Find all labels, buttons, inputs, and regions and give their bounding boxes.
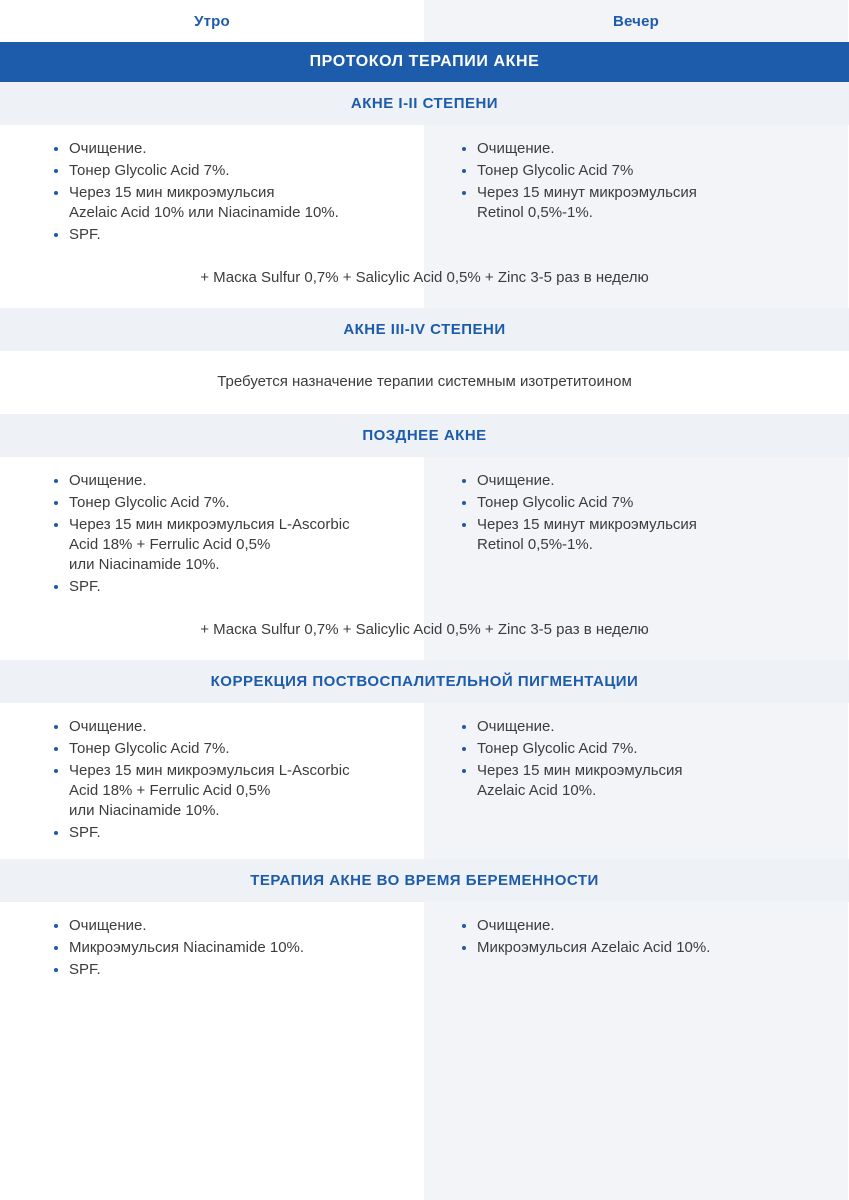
section-body-late-acne (0, 457, 849, 603)
list-item: SPF. (52, 577, 394, 597)
section-heading-late-acne: ПОЗДНЕЕ АКНЕ (0, 414, 849, 457)
list-item: Очищение. (460, 916, 828, 936)
section-body-pigmentation (0, 703, 849, 849)
list-item: Тонер Glycolic Acid 7%. (52, 739, 394, 759)
list-item-continuation: или Niacinamide 10%. (69, 556, 220, 573)
list-item-continuation: Azelaic Acid 10%. (477, 782, 597, 799)
list-item: Очищение. (52, 139, 394, 159)
list-item-continuation: Retinol 0,5%-1%. (477, 536, 593, 553)
list-item-continuation: Acid 18% + Ferrulic Acid 0,5% (69, 782, 271, 799)
list-item: SPF. (52, 960, 394, 980)
morning-list-pregnancy (0, 902, 424, 986)
list-item: Очищение. (460, 139, 828, 159)
list-item: Через 15 минут микроэмульсия (460, 515, 828, 535)
list-item-continuation: Azelaic Acid 10% или Niacinamide 10%. (69, 204, 339, 221)
list-item: Очищение. (460, 471, 828, 491)
section-body-acne-1-2 (0, 125, 849, 251)
spacer (0, 849, 849, 859)
evening-list-late-acne (424, 457, 848, 561)
section-note-late-acne: + Маска Sulfur 0,7% + Salicylic Acid 0,5% + Zinc 3-5 раз в неделю (200, 621, 649, 638)
evening-list-acne-1-2 (424, 125, 848, 229)
evening-list-pigmentation (424, 703, 848, 807)
section-note-acne-3-4: Требуется назначение терапии системным изотретитоином (0, 351, 849, 414)
evening-list-pregnancy (424, 902, 848, 964)
list-item: Очищение. (52, 916, 394, 936)
section-note-acne-1-2: + Маска Sulfur 0,7% + Salicylic Acid 0,5% + Zinc 3-5 раз в неделю (200, 269, 649, 286)
list-item: Очищение. (460, 717, 828, 737)
bottom-filler (0, 986, 849, 1186)
list-item: Микроэмульсия Niacinamide 10%. (52, 938, 394, 958)
morning-list-pigmentation (0, 703, 424, 849)
list-item: Тонер Glycolic Acid 7%. (460, 739, 828, 759)
list-item: Через 15 мин микроэмульсия (460, 761, 828, 781)
list-item: SPF. (52, 225, 394, 245)
list-item: Через 15 минут микроэмульсия (460, 183, 828, 203)
page-title: ПРОТОКОЛ ТЕРАПИИ АКНЕ (0, 42, 849, 82)
list-item-continuation: Retinol 0,5%-1%. (477, 204, 593, 221)
list-item: Через 15 мин микроэмульсия L-Ascorbic (52, 761, 394, 781)
list-item: Тонер Glycolic Acid 7%. (52, 493, 394, 513)
column-headers (0, 0, 849, 42)
morning-list-late-acne (0, 457, 424, 603)
morning-list-acne-1-2 (0, 125, 424, 251)
list-item: Очищение. (52, 717, 394, 737)
list-item: Тонер Glycolic Acid 7% (460, 161, 828, 181)
section-heading-acne-3-4: АКНЕ III-IV СТЕПЕНИ (0, 308, 849, 351)
list-item: Микроэмульсия Azelaic Acid 10%. (460, 938, 828, 958)
list-item: Через 15 мин микроэмульсия (52, 183, 394, 203)
list-item-continuation: или Niacinamide 10%. (69, 802, 220, 819)
list-item: Тонер Glycolic Acid 7%. (52, 161, 394, 181)
list-item: SPF. (52, 823, 394, 843)
column-header-morning: Утро (194, 12, 230, 30)
list-item: Через 15 мин микроэмульсия L-Ascorbic (52, 515, 394, 535)
list-item-continuation: Acid 18% + Ferrulic Acid 0,5% (69, 536, 271, 553)
list-item: Очищение. (52, 471, 394, 491)
section-heading-acne-1-2: АКНЕ I-II СТЕПЕНИ (0, 82, 849, 125)
section-body-pregnancy (0, 902, 849, 986)
section-heading-pregnancy: ТЕРАПИЯ АКНЕ ВО ВРЕМЯ БЕРЕМЕННОСТИ (0, 859, 849, 902)
section-heading-pigmentation: КОРРЕКЦИЯ ПОСТВОСПАЛИТЕЛЬНОЙ ПИГМЕНТАЦИИ (0, 660, 849, 703)
column-header-evening: Вечер (612, 12, 659, 30)
list-item: Тонер Glycolic Acid 7% (460, 493, 828, 513)
